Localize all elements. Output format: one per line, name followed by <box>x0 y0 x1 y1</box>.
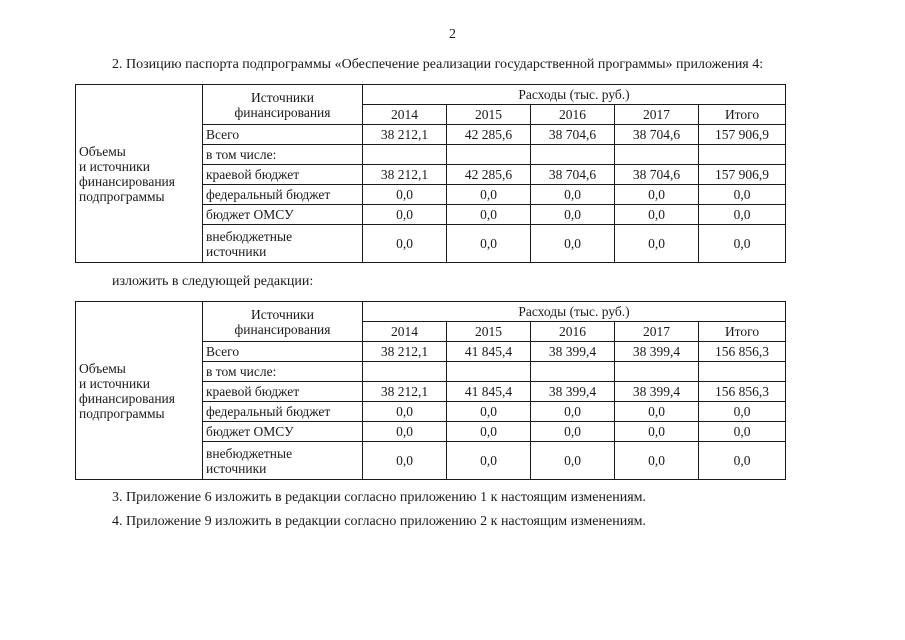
value-cell: 0,0 <box>699 205 786 225</box>
source-cell: федеральный бюджет <box>203 185 363 205</box>
value-cell: 0,0 <box>447 442 531 480</box>
value-cell: 38 212,1 <box>363 125 447 145</box>
text-line: внебюджетные <box>206 445 293 461</box>
value-cell: 38 704,6 <box>615 125 699 145</box>
value-cell: 0,0 <box>447 225 531 263</box>
value-cell: 0,0 <box>531 402 615 422</box>
value-cell: 41 845,4 <box>447 382 531 402</box>
text-line: внебюджетные <box>206 228 293 244</box>
value-cell: 0,0 <box>363 205 447 225</box>
text-line: источники <box>206 243 267 259</box>
source-cell: Всего <box>203 125 363 145</box>
value-cell: 0,0 <box>447 185 531 205</box>
value-cell: 157 906,9 <box>699 165 786 185</box>
closing-paragraph-3: 3. Приложение 6 изложить в редакции согласно приложению 1 к настоящим изменениям. <box>112 490 646 505</box>
value-cell: 0,0 <box>447 205 531 225</box>
value-cell: 0,0 <box>363 225 447 263</box>
source-cell: Всего <box>203 342 363 362</box>
funding-table-old <box>75 84 786 263</box>
sources-header-cell <box>203 85 363 125</box>
text-line: источники <box>206 460 267 476</box>
year-header-cell: 2017 <box>615 105 699 125</box>
text-line: Объемы <box>79 360 126 376</box>
value-cell <box>363 362 447 382</box>
value-cell: 0,0 <box>531 225 615 263</box>
value-cell <box>531 362 615 382</box>
source-cell: краевой бюджет <box>203 382 363 402</box>
value-cell <box>699 145 786 165</box>
year-header-cell: 2016 <box>531 322 615 342</box>
value-cell: 41 845,4 <box>447 342 531 362</box>
year-header-cell: 2014 <box>363 322 447 342</box>
value-cell: 0,0 <box>615 402 699 422</box>
page-number: 2 <box>449 27 456 42</box>
value-cell: 0,0 <box>699 185 786 205</box>
header-row <box>76 85 786 105</box>
value-cell <box>615 145 699 165</box>
value-cell: 0,0 <box>699 402 786 422</box>
source-cell <box>203 225 363 263</box>
year-header-cell: 2015 <box>447 105 531 125</box>
edit-phrase: изложить в следующей редакции: <box>112 274 314 289</box>
text-line: финансирования <box>234 321 331 337</box>
value-cell: 38 212,1 <box>363 382 447 402</box>
value-cell: 0,0 <box>615 185 699 205</box>
text-line: подпрограммы <box>79 188 165 204</box>
source-cell: бюджет ОМСУ <box>203 422 363 442</box>
funding-table-new <box>75 301 786 480</box>
text-line: и источники <box>79 375 150 391</box>
year-header-cell: 2015 <box>447 322 531 342</box>
value-cell: 0,0 <box>531 422 615 442</box>
value-cell: 0,0 <box>615 442 699 480</box>
subprogram-label-cell <box>76 302 203 480</box>
source-cell: краевой бюджет <box>203 165 363 185</box>
intro-paragraph: 2. Позицию паспорта подпрограммы «Обеспечение реализации государственной программы» приложения 4: <box>112 57 764 72</box>
closing-paragraph-4: 4. Приложение 9 изложить в редакции согласно приложению 2 к настоящим изменениям. <box>112 514 646 529</box>
value-cell: 0,0 <box>363 442 447 480</box>
value-cell: 156 856,3 <box>699 382 786 402</box>
year-header-cell: 2016 <box>531 105 615 125</box>
value-cell: 38 212,1 <box>363 342 447 362</box>
value-cell: 0,0 <box>363 402 447 422</box>
year-header-cell: Итого <box>699 105 786 125</box>
value-cell: 0,0 <box>615 205 699 225</box>
value-cell: 0,0 <box>699 225 786 263</box>
text-line: подпрограммы <box>79 405 165 421</box>
source-cell: бюджет ОМСУ <box>203 205 363 225</box>
text-line: Источники <box>251 89 314 105</box>
value-cell: 156 856,3 <box>699 342 786 362</box>
text-line: и источники <box>79 158 150 174</box>
value-cell: 38 212,1 <box>363 165 447 185</box>
value-cell: 0,0 <box>447 422 531 442</box>
value-cell: 0,0 <box>615 422 699 442</box>
text-line: финансирования <box>79 390 175 406</box>
value-cell <box>447 362 531 382</box>
value-cell: 0,0 <box>447 402 531 422</box>
value-cell: 0,0 <box>531 185 615 205</box>
source-cell: федеральный бюджет <box>203 402 363 422</box>
value-cell: 38 399,4 <box>615 382 699 402</box>
expenses-header-cell: Расходы (тыс. руб.) <box>363 302 786 322</box>
text-line: финансирования <box>79 173 175 189</box>
text-line: финансирования <box>234 104 331 120</box>
value-cell: 0,0 <box>699 442 786 480</box>
value-cell: 157 906,9 <box>699 125 786 145</box>
value-cell: 0,0 <box>531 442 615 480</box>
sources-header-cell <box>203 302 363 342</box>
value-cell: 38 704,6 <box>531 125 615 145</box>
source-cell: в том числе: <box>203 362 363 382</box>
year-header-cell: Итого <box>699 322 786 342</box>
subprogram-label-cell <box>76 85 203 263</box>
text-line: Источники <box>251 306 314 322</box>
year-header-cell: 2017 <box>615 322 699 342</box>
source-cell <box>203 442 363 480</box>
value-cell: 38 704,6 <box>615 165 699 185</box>
value-cell: 38 704,6 <box>531 165 615 185</box>
value-cell <box>699 362 786 382</box>
value-cell: 0,0 <box>363 422 447 442</box>
expenses-header-cell: Расходы (тыс. руб.) <box>363 85 786 105</box>
value-cell: 38 399,4 <box>615 342 699 362</box>
text-line: Объемы <box>79 143 126 159</box>
value-cell: 0,0 <box>363 185 447 205</box>
header-row <box>76 302 786 322</box>
value-cell: 42 285,6 <box>447 165 531 185</box>
value-cell: 38 399,4 <box>531 342 615 362</box>
value-cell: 42 285,6 <box>447 125 531 145</box>
value-cell <box>615 362 699 382</box>
value-cell <box>363 145 447 165</box>
year-header-cell: 2014 <box>363 105 447 125</box>
value-cell: 0,0 <box>699 422 786 442</box>
value-cell: 0,0 <box>615 225 699 263</box>
value-cell: 0,0 <box>531 205 615 225</box>
value-cell <box>447 145 531 165</box>
value-cell: 38 399,4 <box>531 382 615 402</box>
value-cell <box>531 145 615 165</box>
source-cell: в том числе: <box>203 145 363 165</box>
